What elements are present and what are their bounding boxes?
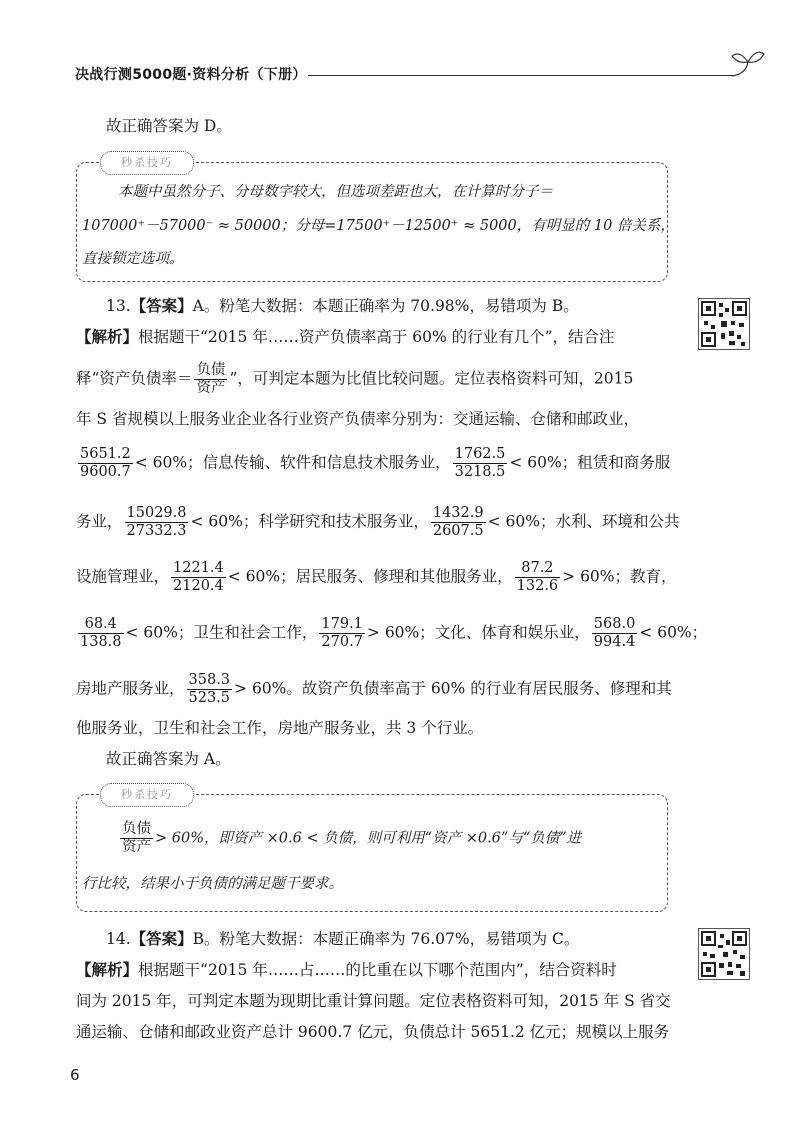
fraction-denominator: 994.4 bbox=[593, 634, 636, 650]
fraction-denominator: 270.7 bbox=[321, 634, 363, 650]
analysis-text: 释“资产负债率＝ bbox=[76, 369, 193, 388]
analysis-text: 房地产服务业， bbox=[76, 679, 185, 698]
fraction-denominator: 3218.5 bbox=[454, 464, 506, 480]
conclusion-text: 故正确答案为 A。 bbox=[106, 750, 231, 768]
analysis-line bbox=[76, 505, 679, 540]
analysis-line: 通运输、仓储和邮政业资产总计 9600.7 亿元，负债总计 5651.2 亿元；规模以上服务 bbox=[76, 1023, 670, 1041]
analysis-tag: 【解析】 bbox=[76, 960, 139, 979]
answer-line bbox=[106, 929, 579, 949]
header-title: 决战行测5000题·资料分析（下册） bbox=[75, 67, 307, 83]
analysis-line: 年 S 省规模以上服务业企业各行业资产负债率分别为：交通运输、仓储和邮政业， bbox=[76, 410, 639, 428]
analysis-text: < 60%；租赁和商务服 bbox=[509, 453, 671, 472]
analysis-line bbox=[76, 362, 633, 397]
analysis-text: < 60%；信息传输、软件和信息技术服务业， bbox=[134, 453, 451, 472]
fraction bbox=[187, 672, 233, 707]
fraction bbox=[125, 505, 189, 540]
fraction-numerator: 1221.4 bbox=[173, 560, 224, 576]
analysis-text: < 60%；水利、环境和公共 bbox=[487, 512, 680, 531]
analysis-line bbox=[76, 327, 615, 347]
answer-tag: 【答案】 bbox=[130, 296, 193, 315]
tip-text: 107000⁺－57000⁻ ≈ 50000；分母=17500⁺－12500⁺ ≈ 5000，有明显的 10 倍关系， bbox=[82, 218, 675, 234]
fraction bbox=[319, 616, 365, 651]
fraction bbox=[453, 446, 508, 481]
analysis-text: ”，可判定本题为比值比较问题。定位表格资料可知，2015 bbox=[229, 369, 634, 388]
analysis-text: 务业， bbox=[76, 512, 123, 531]
sprout-icon bbox=[726, 44, 766, 84]
tip-tag: 秒杀技巧 bbox=[100, 151, 194, 175]
answer-text: B。粉笔大数据：本题正确率为 76.07%，易错项为 C。 bbox=[192, 930, 580, 948]
analysis-line: 他服务业，卫生和社会工作，房地产服务业，共 3 个行业。 bbox=[76, 719, 484, 737]
qr-code-icon bbox=[698, 298, 750, 350]
fraction bbox=[194, 362, 227, 397]
analysis-text: < 60%；科学研究和技术服务业， bbox=[190, 512, 429, 531]
conclusion-text: 故正确答案为 D。 bbox=[106, 117, 232, 135]
tip-text: 行比较，结果小于负债的满足题干要求。 bbox=[82, 876, 343, 892]
fraction bbox=[171, 560, 226, 595]
analysis-line bbox=[76, 672, 672, 707]
fraction-numerator: 1762.5 bbox=[454, 446, 506, 462]
analysis-text: > 60%；文化、体育和娱乐业， bbox=[366, 623, 590, 642]
qr-code-icon bbox=[698, 928, 750, 980]
analysis-line bbox=[76, 960, 617, 980]
fraction-numerator: 1432.9 bbox=[432, 505, 484, 521]
fraction-numerator: 568.0 bbox=[593, 616, 636, 632]
answer-tag: 【答案】 bbox=[130, 929, 193, 948]
fraction-numerator: 179.1 bbox=[321, 616, 363, 632]
analysis-line: 间为 2015 年，可判定本题为现期比重计算问题。定位表格资料可知，2015 年 S 省交 bbox=[76, 992, 671, 1010]
tip-text: 本题中虽然分子、分母数字较大，但选项差距也大，在计算时分子＝ bbox=[118, 184, 553, 200]
fraction bbox=[431, 505, 486, 540]
tip-text: > 60%，即资产 ×0.6 < 负债，则可利用“资产 ×0.6”与“负债”进 bbox=[155, 830, 582, 847]
question-number: 13. bbox=[106, 297, 131, 315]
fraction-denominator: 27332.3 bbox=[126, 523, 187, 539]
fraction-denominator: 2120.4 bbox=[173, 578, 224, 594]
tip-text: 直接锁定选项。 bbox=[82, 251, 184, 267]
analysis-text: 设施管理业， bbox=[76, 567, 170, 586]
fraction-denominator: 138.8 bbox=[80, 634, 122, 650]
analysis-text: 根据题干“2015 年……占……的比重在以下哪个范围内”，结合资料时 bbox=[138, 961, 617, 979]
analysis-line bbox=[76, 616, 707, 651]
fraction-numerator: 68.4 bbox=[78, 616, 124, 634]
fraction bbox=[78, 446, 133, 481]
analysis-tag: 【解析】 bbox=[76, 327, 139, 346]
fraction-numerator: 15029.8 bbox=[126, 505, 187, 521]
analysis-text: 根据题干“2015 年……资产负债率高于 60% 的行业有几个”，结合注 bbox=[138, 328, 615, 346]
fraction-numerator: 5651.2 bbox=[80, 446, 131, 462]
fraction bbox=[515, 560, 561, 595]
analysis-text: > 60%。故资产负债率高于 60% 的行业有居民服务、修理和其 bbox=[234, 679, 672, 698]
fraction bbox=[120, 821, 153, 856]
tip-text bbox=[118, 821, 581, 856]
analysis-text: > 60%；教育， bbox=[562, 567, 677, 586]
fraction-denominator: 9600.7 bbox=[80, 464, 131, 480]
answer-text: A。粉笔大数据：本题正确率为 70.98%，易错项为 B。 bbox=[192, 297, 579, 315]
fraction-denominator: 2607.5 bbox=[432, 523, 484, 539]
fraction-denominator: 资产 bbox=[122, 839, 151, 855]
fraction bbox=[78, 616, 124, 651]
fraction-numerator: 负债 bbox=[196, 362, 226, 378]
fraction-denominator: 132.6 bbox=[516, 578, 559, 594]
answer-line bbox=[106, 296, 579, 316]
analysis-line bbox=[76, 446, 670, 481]
analysis-text: < 60%；居民服务、修理和其他服务业， bbox=[227, 567, 513, 586]
header-rule bbox=[308, 75, 733, 76]
analysis-text: < 60%；卫生和社会工作， bbox=[125, 623, 318, 642]
fraction-numerator: 358.3 bbox=[188, 672, 231, 688]
fraction-numerator: 负债 bbox=[122, 821, 151, 837]
fraction-numerator: 87.2 bbox=[515, 560, 561, 578]
fraction-denominator: 资产 bbox=[196, 380, 226, 396]
page-number: 6 bbox=[70, 1066, 80, 1084]
analysis-text: < 60%； bbox=[639, 623, 708, 642]
analysis-line bbox=[76, 560, 677, 595]
fraction-denominator: 523.5 bbox=[188, 690, 231, 706]
question-number: 14. bbox=[106, 930, 131, 948]
tip-tag: 秒杀技巧 bbox=[100, 783, 194, 807]
fraction bbox=[592, 616, 638, 651]
